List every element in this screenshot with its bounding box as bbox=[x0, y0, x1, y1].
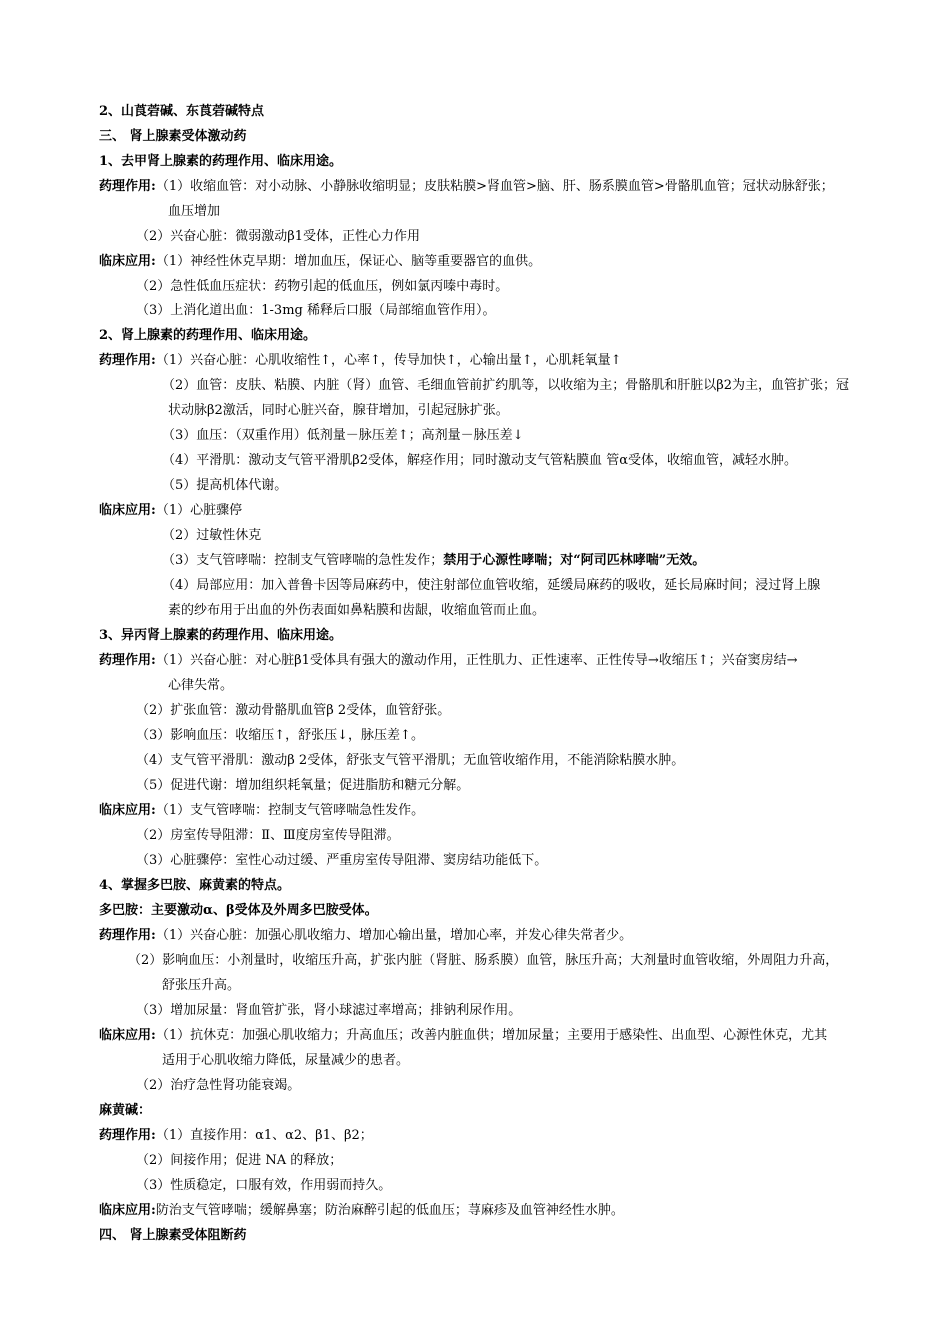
section-heading-4: 四、 肾上腺素受体阻断药 bbox=[99, 1228, 247, 1243]
paragraph-line: 临床应用:（1）神经性休克早期：增加血压，保证心、脑等重要器官的血供。 bbox=[99, 254, 542, 269]
paragraph-line: 状动脉β2激活，同时心脏兴奋，腺苷增加，引起冠脉扩张。 bbox=[168, 403, 509, 418]
paragraph-line: 药理作用:（1）收缩血管：对小动脉、小静脉收缩明显；皮肤粘膜>肾血管>脑、肝、肠系膜血管>骨骼肌血管；冠状动脉舒张； bbox=[99, 179, 834, 194]
paragraph-line: 血压增加 bbox=[168, 204, 221, 219]
paragraph-line: （5）提高机体代谢。 bbox=[162, 478, 288, 493]
paragraph-line: （3）心脏骤停：室性心动过缓、严重房室传导阻滞、窦房结功能低下。 bbox=[136, 853, 548, 868]
paragraph-line: （3）性质稳定，口服有效，作用弱而持久。 bbox=[136, 1178, 392, 1193]
paragraph-line: 药理作用:（1）兴奋心脏：加强心肌收缩力、增加心输出量，增加心率，并发心律失常者少。 bbox=[99, 928, 633, 943]
heading-dopamine: 多巴胺：主要激动α、β受体及外周多巴胺受体。 bbox=[99, 903, 378, 918]
heading-ephedrine: 麻黄碱： bbox=[99, 1103, 152, 1118]
paragraph-line: （2）扩张血管：激动骨骼肌血管β 2受体，血管舒张。 bbox=[136, 703, 451, 718]
paragraph-line: 临床应用:（1）心脏骤停 bbox=[99, 503, 243, 518]
paragraph-line: （3）影响血压：收缩压↑，舒张压↓，脉压差↑。 bbox=[136, 728, 424, 743]
paragraph-line: （2）急性低血压症状：药物引起的低血压，例如氯丙嗪中毒时。 bbox=[136, 279, 509, 294]
paragraph-line: （2）血管：皮肤、粘膜、内脏（肾）血管、毛细血管前扩约肌等，以收缩为主；骨骼肌和肝脏以β2为主，血管扩张；冠 bbox=[162, 378, 850, 393]
paragraph-line: （4）平滑肌：激动支气管平滑肌β2受体，解痉作用；同时激动支气管粘膜血 管α受体，收缩血管，减轻水肿。 bbox=[162, 453, 797, 468]
paragraph-line: （4）支气管平滑肌：激动β 2受体，舒张支气管平滑肌；无血管收缩作用，不能消除粘膜水肿。 bbox=[136, 753, 685, 768]
paragraph-line: 素的纱布用于出血的外伤表面如鼻粘膜和齿龈，收缩血管而止血。 bbox=[168, 603, 546, 618]
paragraph-line: （3）增加尿量：肾血管扩张，肾小球滤过率增高；排钠利尿作用。 bbox=[136, 1003, 522, 1018]
heading-epinephrine: 2、肾上腺素的药理作用、临床用途。 bbox=[99, 328, 317, 343]
paragraph-line: （2）治疗急性肾功能衰竭。 bbox=[136, 1078, 301, 1093]
paragraph-line: （3）支气管哮喘：控制支气管哮喘的急性发作；禁用于心源性哮喘；对“阿司匹林哮喘”无效。 bbox=[162, 553, 706, 568]
paragraph-line: （3）血压：（双重作用）低剂量－脉压差↑；高剂量－脉压差↓ bbox=[162, 428, 524, 443]
paragraph-line: 临床应用:防治支气管哮喘；缓解鼻塞；防治麻醉引起的低血压；荨麻疹及血管神经性水肿。 bbox=[99, 1203, 624, 1218]
paragraph-line: 适用于心肌收缩力降低，尿量减少的患者。 bbox=[162, 1053, 410, 1068]
paragraph-line: （4）局部应用：加入普鲁卡因等局麻药中，使注射部位血管收缩，延缓局麻药的吸收，延长局麻时间；浸过肾上腺 bbox=[162, 578, 821, 593]
paragraph-line: 药理作用:（1）直接作用：α1、α2、β1、β2； bbox=[99, 1128, 373, 1143]
paragraph-line: 药理作用:（1）兴奋心脏：对心脏β1受体具有强大的激动作用，正性肌力、正性速率、正性传导→收缩压↑；兴奋窦房结→ bbox=[99, 653, 798, 668]
section-heading-3: 三、 肾上腺素受体激动药 bbox=[99, 129, 247, 144]
paragraph-line: （2）影响血压：小剂量时，收缩压升高，扩张内脏（肾脏、肠系膜）血管，脉压升高；大剂量时血管收缩，外周阻力升高， bbox=[128, 953, 839, 968]
paragraph-line: 药理作用:（1）兴奋心脏：心肌收缩性↑，心率↑，传导加快↑，心输出量↑，心肌耗氧量↑ bbox=[99, 353, 622, 368]
paragraph-line: （2）兴奋心脏：微弱激动β1受体，正性心力作用 bbox=[136, 229, 421, 244]
paragraph-line: （2）间接作用；促进 NA 的释放； bbox=[136, 1153, 343, 1168]
paragraph-line: 舒张压升高。 bbox=[162, 978, 241, 993]
paragraph-line: （3）上消化道出血：1-3mg 稀释后口服（局部缩血管作用）。 bbox=[136, 303, 496, 318]
paragraph-line: （2）过敏性休克 bbox=[162, 528, 262, 543]
paragraph-line: （2）房室传导阻滞：Ⅱ、Ⅲ度房室传导阻滞。 bbox=[136, 828, 400, 843]
heading-dopamine-ephedrine: 4、掌握多巴胺、麻黄素的特点。 bbox=[99, 878, 291, 893]
heading-isoprenaline: 3、异丙肾上腺素的药理作用、临床用途。 bbox=[99, 628, 343, 643]
paragraph-line: 临床应用:（1）支气管哮喘：控制支气管哮喘急性发作。 bbox=[99, 803, 425, 818]
paragraph-line: 临床应用:（1）抗休克：加强心肌收缩力；升高血压；改善内脏血供；增加尿量；主要用于感染性、出血型、心源性休克，尤其 bbox=[99, 1028, 828, 1043]
paragraph-line: （5）促进代谢：增加组织耗氧量；促进脂肪和糖元分解。 bbox=[136, 778, 470, 793]
heading-norepinephrine: 1、去甲肾上腺素的药理作用、临床用途。 bbox=[99, 154, 343, 169]
paragraph-line: 心律失常。 bbox=[168, 678, 234, 693]
heading-anisodamine: 2、山莨菪碱、东莨菪碱特点 bbox=[99, 104, 265, 119]
